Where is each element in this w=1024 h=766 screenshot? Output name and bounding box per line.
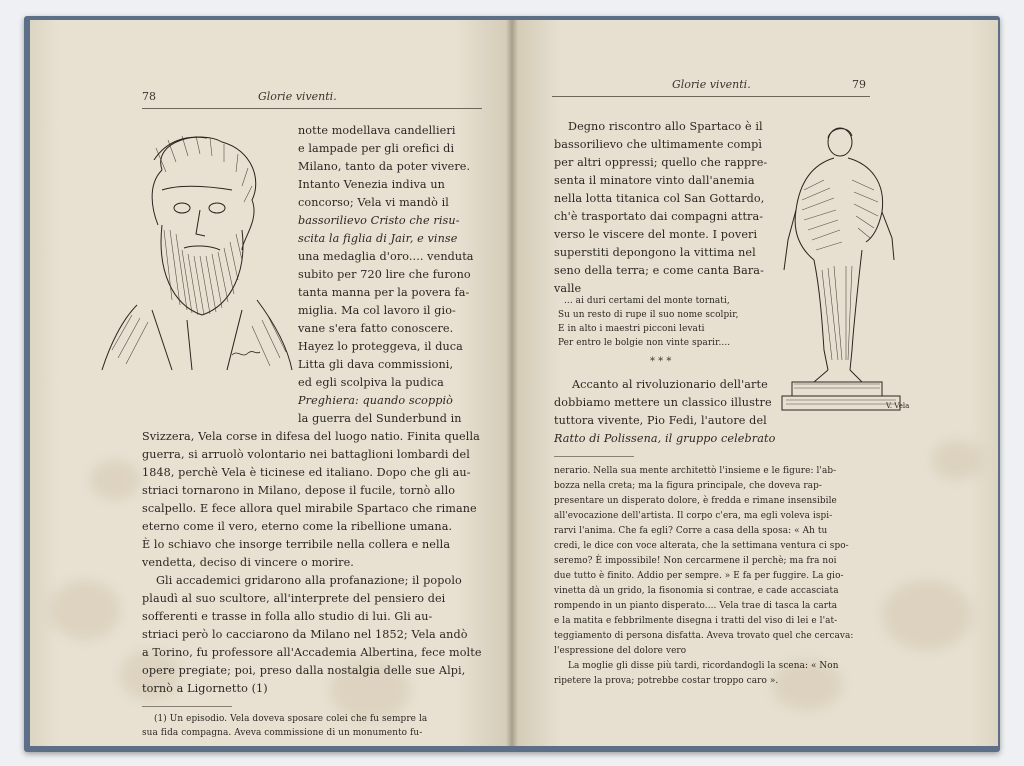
text-line: la guerra del Sunderbund in — [298, 412, 462, 425]
footnote-line: sua fida compagna. Aveva commissione di un monumento fu- — [142, 728, 423, 738]
header-rule — [552, 96, 870, 97]
footnote-line: rarvi l'anima. Che fa egli? Corre a casa della sposa: « Ah tu — [554, 526, 828, 536]
text-line: Accanto al rivoluzionario dell'arte — [572, 378, 768, 391]
portrait-engraving — [92, 130, 297, 370]
running-head-left: Glorie viventi. — [258, 90, 337, 103]
text-line: e lampade per gli orefici di — [298, 142, 455, 155]
text-line: superstiti depongono la vittima nel — [554, 246, 756, 259]
text-line: a Torino, fu professore all'Accademia Albertina, fece molte — [142, 646, 482, 659]
text-line: Hayez lo proteggeva, il duca — [298, 340, 463, 353]
verse-line: ... ai duri certami del monte tornati, — [564, 296, 730, 306]
book-gutter — [506, 20, 518, 746]
footnote-line: l'espressione del dolore vero — [554, 646, 687, 656]
text-line: subito per 720 lire che furono — [298, 268, 471, 281]
text-line: vendetta, deciso di vincere o morire. — [142, 556, 354, 569]
footnote-line: credi, le dice con voce alterata, che la settimana ventura ci spo- — [554, 541, 849, 551]
footnote-line: e la matita e febbrilmente disegna i tratti del viso di lei e l'at- — [554, 616, 838, 626]
page-number-right: 79 — [852, 78, 866, 91]
statue-engraving — [774, 120, 910, 412]
paper-stain — [932, 440, 982, 480]
footnote-line: vinetta dà un grido, la fisonomia si contrae, e cade accasciata — [554, 586, 839, 596]
footnote-line: nerario. Nella sua mente architettò l'insieme e le figure: l'ab- — [554, 466, 837, 476]
text-line: seno della terra; e come canta Bara- — [554, 264, 764, 277]
text-line: Litta gli dava commissioni, — [298, 358, 454, 371]
left-page — [30, 20, 512, 746]
text-line: bassorilievo Cristo che risu- — [298, 214, 460, 227]
text-line: scalpello. E fece allora quel mirabile Spartaco che rimane — [142, 502, 477, 515]
footnote-line: bozza nella creta; ma la figura principale, che doveva rap- — [554, 481, 823, 491]
text-line: striaci tornarono in Milano, depose il fucile, tornò allo — [142, 484, 456, 497]
text-line: sofferenti e trasse in folla allo studio di lui. Gli au- — [142, 610, 433, 623]
text-line: Intanto Venezia indiva un — [298, 178, 445, 191]
footnote-line: due tutto è finito. Addio per sempre. » E fa per fuggire. La gio- — [554, 571, 844, 581]
text-line: valle — [554, 282, 582, 295]
paper-stain — [90, 460, 140, 500]
right-page — [512, 20, 998, 746]
text-line: una medaglia d'oro.... venduta — [298, 250, 474, 263]
paper-stain — [50, 580, 120, 640]
text-line: 1848, perchè Vela è ticinese ed italiano. Dopo che gli au- — [142, 466, 471, 479]
text-line: guerra, si arruolò volontario nei battaglioni lombardi del — [142, 448, 470, 461]
footnote-line: ripetere la prova; potrebbe costar troppo caro ». — [554, 676, 779, 686]
text-line: Ratto di Polissena, il gruppo celebrato — [554, 432, 776, 445]
text-line: per altri oppressi; quello che rappre- — [554, 156, 768, 169]
text-line: concorso; Vela vi mandò il — [298, 196, 449, 209]
text-line: tuttora vivente, Pio Fedi, l'autore del — [554, 414, 767, 427]
text-line: Milano, tanto da poter vivere. — [298, 160, 471, 173]
text-line: opere pregiate; poi, preso dalla nostalgia delle sue Alpi, — [142, 664, 466, 677]
text-line: È lo schiavo che insorge terribile nella collera e nella — [142, 538, 451, 551]
text-line: scita la figlia di Jair, e vinse — [298, 232, 458, 245]
text-line: plaudì al suo scultore, all'interprete del pensiero dei — [142, 592, 446, 605]
footnote-line: teggiamento di persona disfatta. Aveva trovato quel che cercava: — [554, 631, 854, 641]
section-separator: * * * — [650, 356, 672, 367]
footnote-line: all'evocazione dell'artista. Il corpo c'era, ma egli voleva ispi- — [554, 511, 833, 521]
page-number-left: 78 — [142, 90, 156, 103]
text-line: Degno riscontro allo Spartaco è il — [568, 120, 763, 133]
footnote-line: rompendo in un pianto disperato.... Vela trae di tasca la carta — [554, 601, 838, 611]
text-line: miglia. Ma col lavoro il gio- — [298, 304, 456, 317]
text-line: eterno come il vero, eterno come la ribellione umana. — [142, 520, 453, 533]
text-line: dobbiamo mettere un classico illustre — [554, 396, 772, 409]
text-line: Preghiera: quando scoppiò — [298, 394, 453, 407]
text-line: Gli accademici gridarono alla profanazione; il popolo — [156, 574, 462, 587]
text-line: ed egli scolpiva la pudica — [298, 376, 444, 389]
text-line: tanta manna per la povera fa- — [298, 286, 470, 299]
text-line: vane s'era fatto conoscere. — [298, 322, 454, 335]
text-line: senta il minatore vinto dall'anemia — [554, 174, 755, 187]
text-line: tornò a Ligornetto (1) — [142, 682, 268, 695]
text-line: nella lotta titanica col San Gottardo, — [554, 192, 765, 205]
text-line: notte modellava candellieri — [298, 124, 456, 137]
verse-line: E in alto i maestri picconi levati — [558, 324, 705, 334]
statue-signature: V. Vela — [886, 402, 910, 410]
text-line: ch'è trasportato dai compagni attra- — [554, 210, 764, 223]
verse-line: Per entro le bolgie non vinte sparir.... — [558, 338, 731, 348]
footnote-line: La moglie gli disse più tardi, ricordandogli la scena: « Non — [568, 661, 839, 671]
text-line: bassorilievo che ultimamente compì — [554, 138, 763, 151]
footnote-line: seremo? È impossibile! Non cercarmene il perchè; ma fra noi — [554, 556, 837, 566]
footnote-rule — [142, 706, 232, 707]
running-head-right: Glorie viventi. — [672, 78, 751, 91]
text-line: Svizzera, Vela corse in difesa del luogo natio. Finita quella — [142, 430, 480, 443]
footnote-line: presentare un disperato dolore, è fredda e rimane insensibile — [554, 496, 837, 506]
header-rule — [142, 108, 482, 109]
footnote-rule — [554, 456, 634, 457]
footnote-line: (1) Un episodio. Vela doveva sposare colei che fu sempre la — [154, 714, 428, 724]
paper-stain — [882, 580, 972, 650]
verse-line: Su un resto di rupe il suo nome scolpir, — [558, 310, 739, 320]
text-line: verso le viscere del monte. I poveri — [554, 228, 758, 241]
text-line: striaci però lo cacciarono da Milano nel 1852; Vela andò — [142, 628, 468, 641]
